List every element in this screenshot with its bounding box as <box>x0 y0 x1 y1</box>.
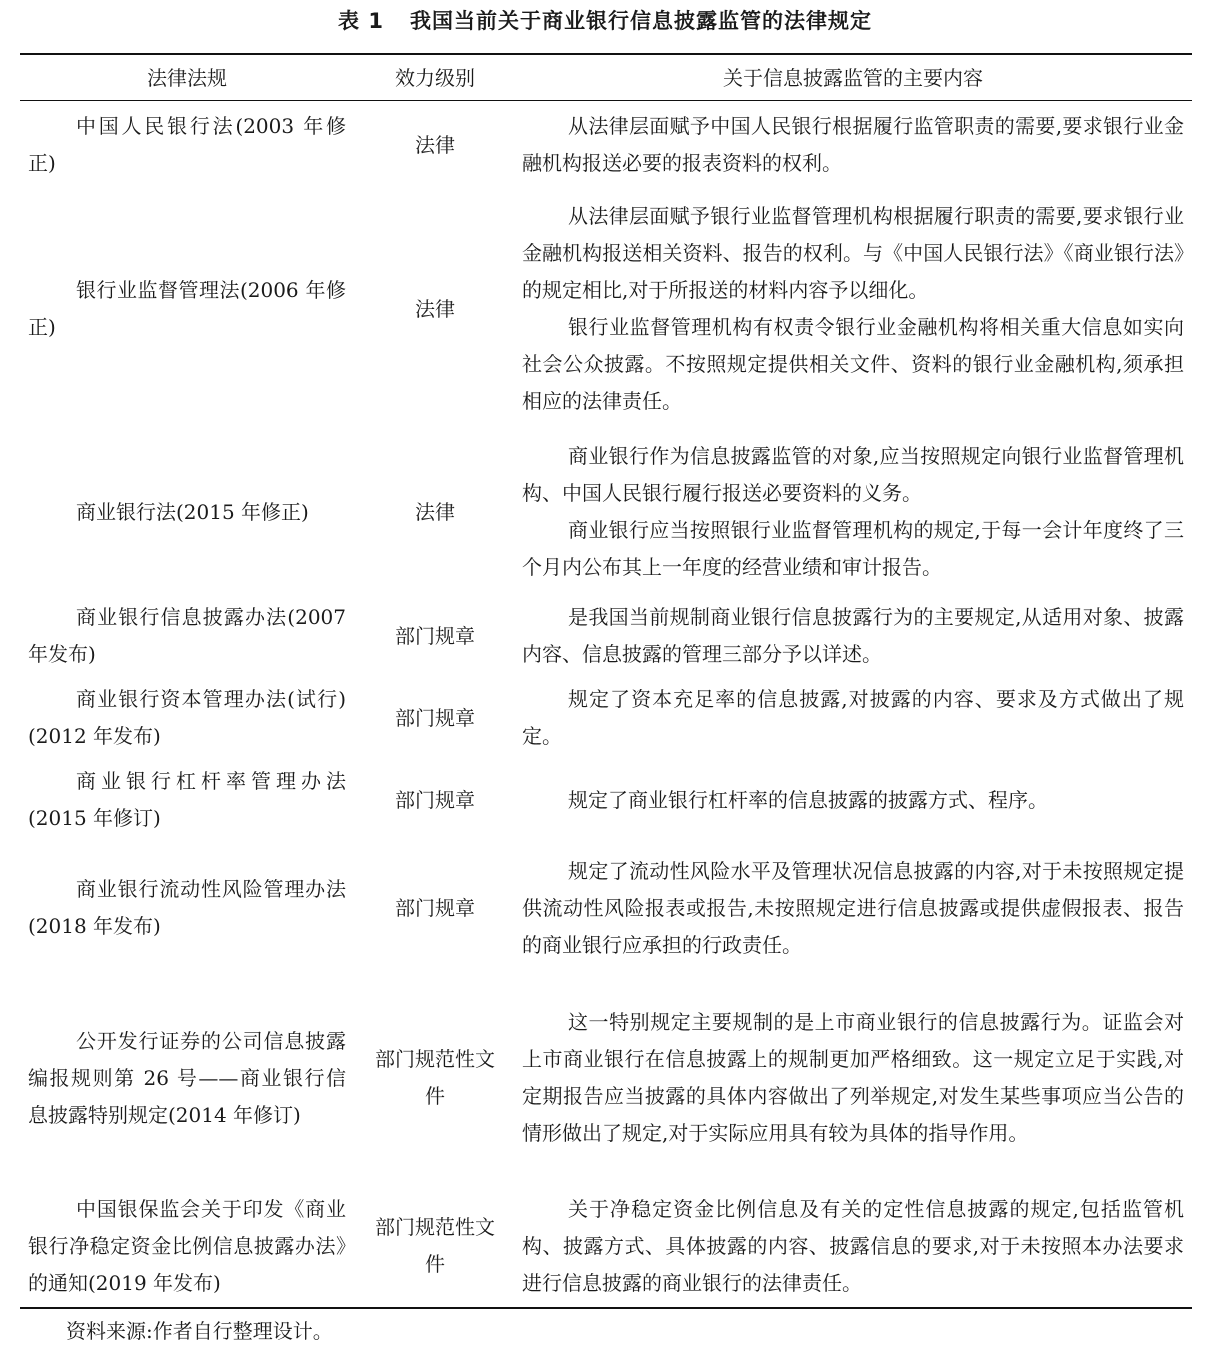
table-caption <box>0 6 1210 36</box>
table-bottom-rule <box>20 1307 1192 1309</box>
law-cell <box>28 196 346 422</box>
level-cell <box>370 680 500 756</box>
content-paragraph: 商业银行应当按照银行业监督管理机构的规定,于每一会计年度终了三个月内公布其上一年度的经营业绩和审计报告。 <box>522 518 1184 579</box>
level-cell <box>370 106 500 184</box>
content-cell <box>522 106 1184 184</box>
level-cell <box>370 1188 500 1304</box>
level-text: 法律 <box>415 499 455 524</box>
table-top-rule <box>20 53 1192 55</box>
law-name: 商业银行资本管理办法(试行)(2012 年发布) <box>28 687 346 748</box>
level-cell <box>370 196 500 422</box>
table-row <box>0 196 1210 422</box>
table-title: 我国当前关于商业银行信息披露监管的法律规定 <box>409 9 872 33</box>
law-name: 商业银行信息披露办法(2007 年发布) <box>28 605 346 666</box>
table-row <box>0 982 1210 1174</box>
content-paragraph: 规定了资本充足率的信息披露,对披露的内容、要求及方式做出了规定。 <box>522 687 1184 748</box>
law-cell <box>28 680 346 756</box>
law-cell <box>28 850 346 966</box>
table-header-rule <box>20 100 1192 101</box>
level-cell <box>370 762 500 838</box>
table-row <box>0 762 1210 838</box>
table-row <box>0 106 1210 184</box>
content-cell <box>522 850 1184 966</box>
header-law: 法律法规 <box>147 66 227 90</box>
content-cell <box>522 436 1184 588</box>
content-paragraph: 商业银行作为信息披露监管的对象,应当按照规定向银行业监督管理机构、中国人民银行履行报送必要资料的义务。 <box>522 444 1184 505</box>
law-name: 银行业监督管理法(2006 年修正) <box>28 278 346 339</box>
law-cell <box>28 762 346 838</box>
content-paragraph: 规定了商业银行杠杆率的信息披露的披露方式、程序。 <box>568 787 1048 812</box>
table-row <box>0 436 1210 588</box>
table-row <box>0 598 1210 674</box>
source-note: 资料来源:作者自行整理设计。 <box>66 1319 333 1343</box>
law-name: 商业银行法(2015 年修正) <box>76 499 309 524</box>
law-cell <box>28 598 346 674</box>
content-cell <box>522 196 1184 422</box>
level-text: 部门规章 <box>395 895 475 920</box>
law-name: 商业银行流动性风险管理办法(2018 年发布) <box>28 877 346 938</box>
content-paragraph: 银行业监督管理机构有权责令银行业金融机构将相关重大信息如实向社会公众披露。不按照规定提供相关文件、资料的银行业金融机构,须承担相应的法律责任。 <box>522 315 1184 413</box>
law-name: 公开发行证券的公司信息披露编报规则第 26 号——商业银行信息披露特别规定(2014 年修订) <box>28 1028 346 1127</box>
law-cell <box>28 1188 346 1304</box>
level-text: 部门规章 <box>395 787 475 812</box>
content-paragraph: 关于净稳定资金比例信息及有关的定性信息披露的规定,包括监管机构、披露方式、具体披露的内容、披露信息的要求,对于未按照本办法要求进行信息披露的商业银行的法律责任。 <box>522 1196 1184 1295</box>
table-row <box>0 680 1210 756</box>
level-cell <box>370 850 500 966</box>
law-name: 中国银保监会关于印发《商业银行净稳定资金比例信息披露办法》的通知(2019 年发布) <box>28 1196 346 1295</box>
level-cell <box>370 436 500 588</box>
law-name: 商业银行杠杆率管理办法(2015 年修订) <box>28 769 346 830</box>
content-paragraph: 从法律层面赋予银行业监督管理机构根据履行职责的需要,要求银行业金融机构报送相关资料、报告的权利。与《中国人民银行法》《商业银行法》的规定相比,对于所报送的材料内容予以细化。 <box>522 204 1184 302</box>
law-name: 中国人民银行法(2003 年修正) <box>28 114 346 175</box>
content-paragraph: 是我国当前规制商业银行信息披露行为的主要规定,从适用对象、披露内容、信息披露的管理三部分予以详述。 <box>522 605 1184 666</box>
level-text: 部门规章 <box>395 623 475 648</box>
content-paragraph: 从法律层面赋予中国人民银行根据履行监管职责的需要,要求银行业金融机构报送必要的报表资料的权利。 <box>522 114 1184 175</box>
level-text: 法律 <box>415 296 455 321</box>
table-label: 表 1 <box>338 9 384 33</box>
content-cell <box>522 982 1184 1174</box>
level-text: 部门规范性文件 <box>375 1047 495 1108</box>
level-cell <box>370 598 500 674</box>
content-cell <box>522 1188 1184 1304</box>
content-paragraph: 这一特别规定主要规制的是上市商业银行的信息披露行为。证监会对上市商业银行在信息披露上的规制更加严格细致。这一规定立足于实践,对定期报告应当披露的具体内容做出了列举规定,对发生某些事项应当公告的情形做出了规定,对于实际应用具有较为具体的指导作用。 <box>522 1010 1184 1145</box>
content-cell <box>522 680 1184 756</box>
level-cell <box>370 982 500 1174</box>
level-text: 法律 <box>415 132 455 157</box>
content-cell <box>522 762 1184 838</box>
level-text: 部门规范性文件 <box>375 1215 495 1276</box>
law-cell <box>28 982 346 1174</box>
content-cell <box>522 598 1184 674</box>
header-content: 关于信息披露监管的主要内容 <box>723 66 983 90</box>
table-row <box>0 850 1210 966</box>
level-text: 部门规章 <box>395 705 475 730</box>
law-cell <box>28 106 346 184</box>
header-level: 效力级别 <box>395 66 475 90</box>
law-cell <box>28 436 346 588</box>
table-row <box>0 1188 1210 1304</box>
content-paragraph: 规定了流动性风险水平及管理状况信息披露的内容,对于未按照规定提供流动性风险报表或报告,未按照规定进行信息披露或提供虚假报表、报告的商业银行应承担的行政责任。 <box>522 858 1184 957</box>
